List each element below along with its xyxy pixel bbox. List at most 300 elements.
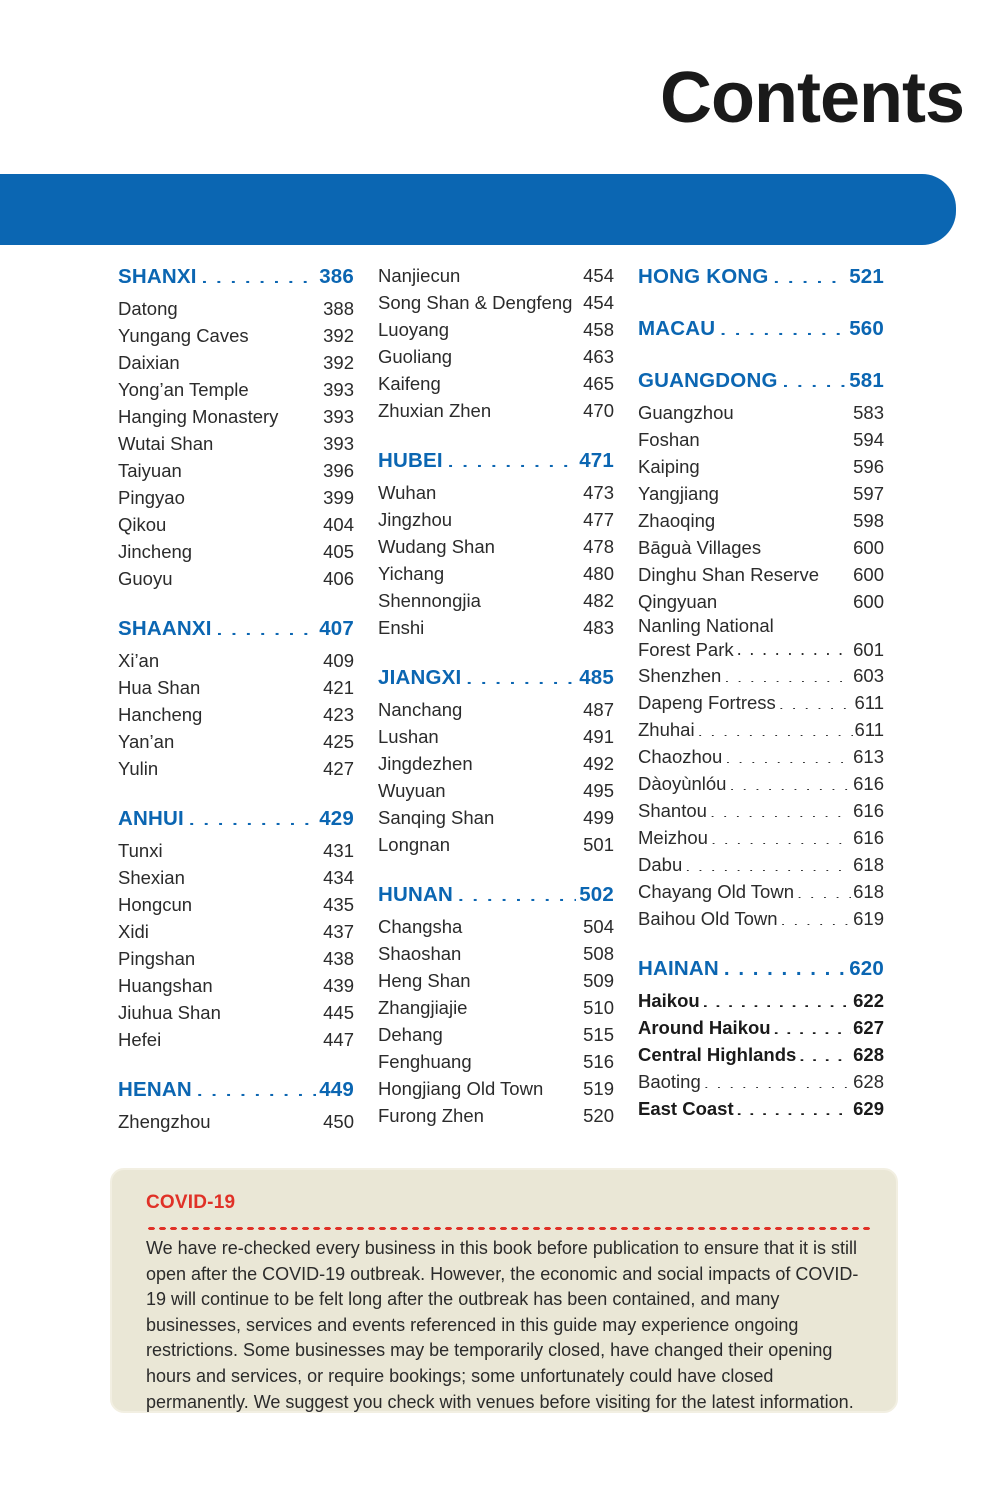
toc-entry-label: Dehang	[378, 1024, 443, 1045]
toc-entry[interactable]	[118, 864, 354, 891]
toc-entry[interactable]	[378, 723, 614, 750]
toc-section-heading[interactable]	[118, 804, 354, 834]
dot-leader	[783, 367, 847, 388]
dot-leader	[195, 893, 321, 912]
toc-entry[interactable]	[378, 967, 614, 994]
toc-entry-label: Longnan	[378, 834, 451, 855]
toc-entry[interactable]	[378, 343, 614, 370]
toc-column-2	[378, 262, 614, 1135]
dot-leader	[458, 881, 576, 902]
toc-entry-page: 501	[583, 834, 614, 855]
toc-section-page: 429	[319, 807, 354, 830]
toc-entry[interactable]	[378, 289, 614, 316]
toc-entry[interactable]	[378, 587, 614, 614]
toc-entry[interactable]	[118, 403, 354, 430]
toc-entry-label: Xidi	[118, 921, 149, 942]
toc-section-heading[interactable]	[638, 262, 884, 292]
toc-entry-page: 597	[853, 483, 884, 504]
toc-entry-label: Hongcun	[118, 894, 193, 915]
toc-entry-label: Qikou	[118, 514, 167, 535]
dot-leader	[575, 291, 581, 310]
toc-entry[interactable]	[638, 561, 884, 588]
toc-entry-page: 439	[323, 975, 354, 996]
toc-entry-label: Jingzhou	[378, 509, 453, 530]
toc-entry-page: 491	[583, 726, 614, 747]
toc-entry-page: 393	[323, 406, 354, 427]
toc-entry-line2[interactable]	[638, 637, 884, 662]
dot-leader	[704, 1069, 851, 1088]
toc-entry-label: Zhengzhou	[118, 1111, 211, 1132]
dot-leader	[198, 947, 321, 966]
toc-entry-label: Enshi	[378, 617, 425, 638]
toc-entry-page: 392	[323, 325, 354, 346]
toc-entry-label: Dinghu Shan Reserve	[638, 564, 819, 585]
toc-entry[interactable]	[118, 484, 354, 511]
toc-entry[interactable]	[378, 1021, 614, 1048]
dot-leader	[724, 663, 851, 682]
toc-entry[interactable]	[378, 479, 614, 506]
dot-leader	[427, 616, 581, 635]
toc-entry-label: Lushan	[378, 726, 439, 747]
toc-entry[interactable]	[638, 1041, 884, 1068]
toc-section-page: 386	[319, 265, 354, 288]
toc-entry-label: Nanling National	[638, 615, 774, 636]
toc-entry[interactable]	[378, 533, 614, 560]
toc-entry-page: 628	[853, 1043, 884, 1065]
toc-entry[interactable]	[638, 1014, 884, 1041]
toc-entry-page: 508	[583, 943, 614, 964]
toc-entry-page: 510	[583, 997, 614, 1018]
toc-entry-page: 431	[323, 840, 354, 861]
toc-section-heading[interactable]	[378, 880, 614, 910]
toc-entry-label: East Coast	[638, 1097, 734, 1119]
toc-entry-page: 583	[853, 402, 884, 423]
toc-entry-label: Huangshan	[118, 975, 213, 996]
dot-leader	[444, 372, 581, 391]
dot-leader	[737, 401, 851, 420]
dot-leader	[439, 481, 581, 500]
toc-entry-line1[interactable]	[638, 615, 884, 637]
toc-entry[interactable]	[378, 913, 614, 940]
dot-leader	[214, 1110, 322, 1129]
dot-leader	[449, 779, 582, 798]
toc-entry-page: 405	[323, 541, 354, 562]
dot-leader	[183, 351, 321, 370]
dot-leader	[729, 771, 851, 790]
toc-entry[interactable]	[638, 662, 884, 689]
toc-entry-page: 423	[323, 704, 354, 725]
dot-leader	[216, 974, 321, 993]
toc-entry[interactable]	[638, 797, 884, 824]
toc-section-heading[interactable]	[638, 314, 884, 344]
toc-entry-page: 495	[583, 780, 614, 801]
dot-leader	[166, 839, 322, 858]
toc-entry[interactable]	[378, 777, 614, 804]
toc-entry-label: Wudang Shan	[378, 536, 495, 557]
toc-group	[378, 663, 614, 858]
toc-entry-page: 504	[583, 916, 614, 937]
toc-entry[interactable]	[638, 1095, 884, 1122]
toc-entry-page: 396	[323, 460, 354, 481]
dot-leader	[252, 378, 321, 397]
toc-entry-label: Chayang Old Town	[638, 880, 794, 902]
toc-entry[interactable]	[118, 322, 354, 349]
toc-entry-label: Yangjiang	[638, 483, 719, 504]
toc-entry-page: 437	[323, 921, 354, 942]
toc-entry-page: 616	[853, 799, 884, 821]
toc-entry-label: Forest Park	[638, 638, 734, 660]
toc-entry[interactable]	[118, 376, 354, 403]
dot-leader	[464, 942, 581, 961]
toc-group	[118, 262, 354, 592]
toc-entry[interactable]	[378, 804, 614, 831]
toc-entry-page: 465	[583, 373, 614, 394]
dot-leader	[487, 1104, 581, 1123]
toc-entry[interactable]	[378, 316, 614, 343]
toc-entry-page: 613	[853, 745, 884, 767]
toc-entry-label: Hefei	[118, 1029, 162, 1050]
toc-entry[interactable]	[118, 538, 354, 565]
toc-entry-page: 480	[583, 563, 614, 584]
toc-entry[interactable]	[378, 560, 614, 587]
dot-leader	[452, 318, 581, 337]
toc-group	[118, 804, 354, 1053]
toc-entry[interactable]	[378, 831, 614, 858]
toc-entry-page: 454	[583, 265, 614, 286]
toc-entry-page: 473	[583, 482, 614, 503]
toc-entry[interactable]	[638, 905, 884, 932]
dot-leader	[202, 263, 317, 284]
toc-entry-page: 627	[853, 1016, 884, 1038]
toc-section-label: HUNAN	[378, 883, 454, 906]
toc-entry-label: Jiuhua Shan	[118, 1002, 221, 1023]
dot-leader	[446, 1023, 581, 1042]
toc-section-label: HAINAN	[638, 956, 719, 980]
toc-entry-page: 487	[583, 699, 614, 720]
toc-entry-label: Around Haikou	[638, 1016, 771, 1038]
toc-entry-page: 499	[583, 807, 614, 828]
dot-leader	[216, 432, 321, 451]
dot-leader	[470, 996, 581, 1015]
toc-entry[interactable]	[378, 370, 614, 397]
dot-leader	[781, 906, 852, 925]
toc-entry-label: Sanqing Shan	[378, 807, 495, 828]
toc-entry-page: 520	[583, 1105, 614, 1126]
dot-leader	[224, 1001, 321, 1020]
dot-leader	[181, 297, 321, 316]
toc-entry[interactable]	[118, 295, 354, 322]
toc-entry-label: Yulin	[118, 758, 159, 779]
toc-entry-page: 596	[853, 456, 884, 477]
toc-entry[interactable]	[118, 1108, 354, 1135]
dot-leader	[164, 1028, 321, 1047]
covid-notice-box	[110, 1168, 898, 1413]
toc-section-heading[interactable]	[638, 954, 884, 984]
dot-leader	[465, 698, 581, 717]
toc-entry-label: Zhuhai	[638, 718, 695, 740]
toc-column-3	[638, 262, 884, 1135]
toc-section-label: HONG KONG	[638, 265, 769, 288]
toc-entry[interactable]	[638, 824, 884, 851]
toc-entry-page: 427	[323, 758, 354, 779]
toc-section-label: SHAANXI	[118, 617, 212, 640]
dot-leader	[685, 852, 851, 871]
toc-entry-page: 628	[853, 1070, 884, 1092]
toc-entry-page: 618	[853, 880, 884, 902]
toc-entry-page: 492	[583, 753, 614, 774]
toc-section-label: HENAN	[118, 1078, 192, 1101]
toc-section-heading[interactable]	[118, 1075, 354, 1105]
table-of-contents	[118, 262, 884, 1135]
toc-group	[118, 1075, 354, 1135]
toc-entry-label: Hongjiang Old Town	[378, 1078, 544, 1099]
dot-leader	[217, 615, 317, 636]
toc-entry[interactable]	[118, 565, 354, 592]
dot-leader	[463, 264, 581, 283]
toc-entry-page: 611	[854, 691, 884, 713]
toc-entry[interactable]	[118, 945, 354, 972]
dot-leader	[162, 649, 321, 668]
toc-entry[interactable]	[378, 506, 614, 533]
toc-entry[interactable]	[118, 837, 354, 864]
dot-leader	[197, 1076, 316, 1097]
toc-section-heading[interactable]	[378, 663, 614, 693]
dot-leader	[711, 825, 851, 844]
toc-entry[interactable]	[638, 770, 884, 797]
toc-entry-label: Yungang Caves	[118, 325, 249, 346]
toc-entry-page: 509	[583, 970, 614, 991]
toc-entry-label: Baoting	[638, 1070, 701, 1092]
dot-leader	[779, 690, 853, 709]
toc-entry[interactable]	[638, 588, 884, 615]
toc-entry-label: Central Highlands	[638, 1043, 797, 1065]
toc-section-label: SHANXI	[118, 265, 197, 288]
toc-entry[interactable]	[638, 878, 884, 905]
toc-entry-page: 393	[323, 433, 354, 454]
dot-leader	[797, 879, 851, 898]
toc-entry-page: 515	[583, 1024, 614, 1045]
toc-entry-label: Furong Zhen	[378, 1105, 484, 1126]
toc-entry-label: Song Shan & Dengfeng	[378, 292, 573, 313]
dot-leader	[724, 954, 846, 975]
dot-leader	[774, 1015, 852, 1034]
toc-section-heading[interactable]	[638, 366, 884, 396]
toc-section-page: 521	[849, 265, 884, 288]
dot-leader	[465, 915, 581, 934]
toc-entry-page: 516	[583, 1051, 614, 1072]
toc-entry[interactable]	[118, 511, 354, 538]
toc-section-page: 620	[849, 956, 884, 980]
dot-leader	[188, 866, 321, 885]
dot-leader	[448, 447, 576, 468]
toc-entry[interactable]	[378, 1102, 614, 1129]
toc-entry[interactable]	[638, 987, 884, 1014]
toc-entry-page: 482	[583, 590, 614, 611]
covid-notice-title: COVID-19	[146, 1192, 236, 1213]
toc-entry[interactable]	[378, 1048, 614, 1075]
toc-entry[interactable]	[118, 701, 354, 728]
toc-entry[interactable]	[118, 918, 354, 945]
toc-entry-page: 435	[323, 894, 354, 915]
toc-group	[378, 262, 614, 424]
dot-leader	[189, 805, 316, 826]
toc-entry[interactable]	[638, 1068, 884, 1095]
toc-entry[interactable]	[638, 851, 884, 878]
toc-entry-page: 600	[853, 564, 884, 585]
toc-entry[interactable]	[638, 507, 884, 534]
toc-entry-page: 392	[323, 352, 354, 373]
toc-entry[interactable]	[378, 994, 614, 1021]
toc-entry-label: Jincheng	[118, 541, 193, 562]
dot-leader	[698, 717, 853, 736]
toc-entry-page: 404	[323, 514, 354, 535]
toc-entry-page: 463	[583, 346, 614, 367]
toc-entry-label: Haikou	[638, 989, 700, 1011]
toc-entry[interactable]	[378, 397, 614, 424]
dot-leader	[725, 744, 851, 763]
toc-entry-page: 616	[853, 826, 884, 848]
toc-entry-page: 399	[323, 487, 354, 508]
dot-leader	[475, 1050, 582, 1069]
toc-entry-label: Pingyao	[118, 487, 185, 508]
toc-entry-page: 594	[853, 429, 884, 450]
toc-entry-label: Bāguà Villages	[638, 537, 762, 558]
dot-leader	[764, 536, 851, 555]
toc-section-heading[interactable]	[118, 262, 354, 292]
toc-entry[interactable]	[118, 728, 354, 755]
toc-entry-page: 458	[583, 319, 614, 340]
toc-section-label: MACAU	[638, 317, 716, 340]
toc-group	[638, 262, 884, 292]
toc-entry-label: Nanjiecun	[378, 265, 461, 286]
toc-entry-page: 619	[853, 907, 884, 929]
dot-leader	[720, 315, 846, 336]
toc-entry[interactable]	[118, 972, 354, 999]
toc-entry[interactable]	[118, 755, 354, 782]
dot-leader	[720, 590, 851, 609]
toc-entry-label: Guoliang	[378, 346, 453, 367]
toc-entry-label: Dapeng Fortress	[638, 691, 776, 713]
toc-entry-label: Heng Shan	[378, 970, 471, 991]
dot-leader	[455, 345, 581, 364]
toc-entry-label: Kaifeng	[378, 373, 441, 394]
toc-entry[interactable]	[118, 674, 354, 701]
toc-entry-page: 622	[853, 989, 884, 1011]
dot-leader	[476, 752, 581, 771]
toc-section-label: HUBEI	[378, 449, 443, 472]
dot-leader	[203, 676, 321, 695]
toc-entry[interactable]	[118, 891, 354, 918]
toc-entry[interactable]	[118, 430, 354, 457]
toc-entry[interactable]	[378, 750, 614, 777]
toc-entry-label: Hanging Monastery	[118, 406, 279, 427]
toc-entry-label: Datong	[118, 298, 178, 319]
dot-leader	[442, 725, 581, 744]
covid-notice-divider	[146, 1226, 872, 1231]
dot-leader	[498, 535, 581, 554]
toc-entry-label: Meizhou	[638, 826, 708, 848]
toc-entry[interactable]	[118, 1026, 354, 1053]
toc-entry-page: 478	[583, 536, 614, 557]
toc-entry[interactable]	[378, 1075, 614, 1102]
toc-entry-label: Shantou	[638, 799, 707, 821]
toc-entry-label: Guangzhou	[638, 402, 734, 423]
toc-entry[interactable]	[378, 696, 614, 723]
dot-leader	[494, 399, 581, 418]
toc-column-1	[118, 262, 354, 1135]
header-accent-band	[0, 174, 956, 245]
toc-entry-label: Hancheng	[118, 704, 203, 725]
toc-group	[638, 366, 884, 932]
toc-entry[interactable]	[638, 453, 884, 480]
toc-entry-label: Tunxi	[118, 840, 163, 861]
toc-entry-label: Yichang	[378, 563, 445, 584]
dot-leader	[703, 455, 851, 474]
toc-entry[interactable]	[638, 716, 884, 743]
toc-entry-page: 421	[323, 677, 354, 698]
toc-entry-label: Baihou Old Town	[638, 907, 778, 929]
toc-section-label: JIANGXI	[378, 666, 462, 689]
toc-entry[interactable]	[638, 426, 884, 453]
toc-entry[interactable]	[638, 689, 884, 716]
toc-entry[interactable]	[118, 349, 354, 376]
toc-entry[interactable]	[378, 940, 614, 967]
toc-section-label: ANHUI	[118, 807, 184, 830]
toc-entry[interactable]	[378, 262, 614, 289]
dot-leader	[474, 969, 582, 988]
dot-leader	[169, 513, 321, 532]
dot-leader	[703, 428, 851, 447]
toc-entry-label: Changsha	[378, 916, 463, 937]
dot-leader	[718, 509, 851, 528]
toc-entry[interactable]	[638, 534, 884, 561]
toc-entry-label: Luoyang	[378, 319, 449, 340]
toc-section-page: 485	[579, 666, 614, 689]
toc-entry-page: 603	[853, 664, 884, 686]
toc-group	[118, 614, 354, 782]
toc-entry[interactable]	[118, 647, 354, 674]
toc-section-page: 560	[849, 317, 884, 340]
toc-entry[interactable]	[638, 480, 884, 507]
toc-entry-label: Dàoyùnlóu	[638, 772, 727, 794]
dot-leader	[774, 263, 847, 284]
toc-section-label: GUANGDONG	[638, 369, 778, 392]
toc-entry-page: 601	[853, 638, 884, 660]
toc-entry[interactable]	[638, 399, 884, 426]
toc-entry-page: 425	[323, 731, 354, 752]
dot-leader	[281, 405, 321, 424]
toc-entry[interactable]	[118, 999, 354, 1026]
dot-leader	[737, 637, 852, 656]
dot-leader	[161, 757, 321, 776]
toc-section-page: 581	[849, 369, 884, 392]
toc-section-page: 407	[319, 617, 354, 640]
toc-entry[interactable]	[638, 743, 884, 770]
dot-leader	[188, 486, 321, 505]
toc-section-heading[interactable]	[378, 446, 614, 476]
toc-section-heading[interactable]	[118, 614, 354, 644]
toc-entry-page: 388	[323, 298, 354, 319]
toc-entry-label: Dabu	[638, 853, 683, 875]
toc-entry-label: Yong’an Temple	[118, 379, 249, 400]
toc-entry-label: Jingdezhen	[378, 753, 473, 774]
toc-entry-label: Wuyuan	[378, 780, 446, 801]
dot-leader	[722, 482, 851, 501]
dot-leader	[447, 562, 581, 581]
toc-entry[interactable]	[378, 614, 614, 641]
toc-entry[interactable]	[118, 457, 354, 484]
toc-entry-page: 445	[323, 1002, 354, 1023]
